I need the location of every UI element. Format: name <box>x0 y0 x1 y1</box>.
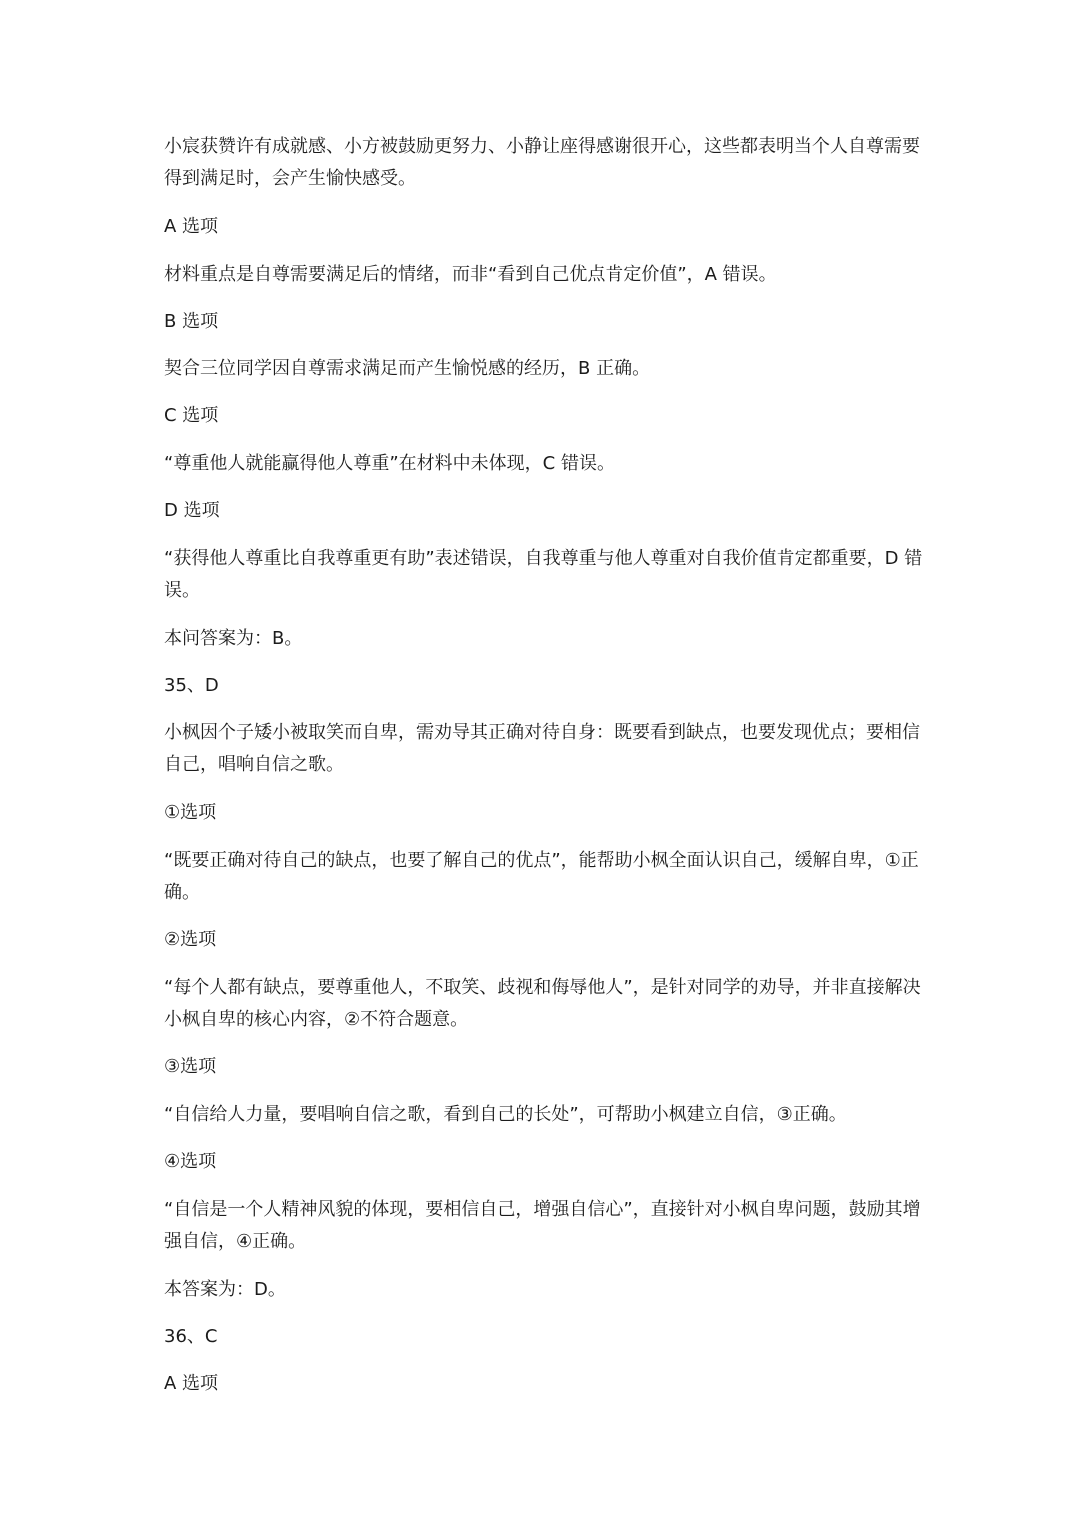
question-number: 35、D <box>164 675 219 696</box>
explanation-paragraph: “既要正确对待自己的缺点，也要了解自己的优点”，能帮助小枫全面认识自己，缓解自卑，①正确。 <box>164 850 919 903</box>
option-heading: A 选项 <box>164 1373 219 1394</box>
option-heading: A 选项 <box>164 216 219 237</box>
explanation-paragraph: “自信给人力量，要唱响自信之歌，看到自己的长处”，可帮助小枫建立自信，③正确。 <box>164 1104 847 1125</box>
explanation-paragraph: “尊重他人就能赢得他人尊重”在材料中未体现，C 错误。 <box>164 453 615 474</box>
option-heading: ①选项 <box>164 802 217 823</box>
answer-line: 本问答案为：B。 <box>164 628 303 649</box>
explanation-paragraph: 小枫因个子矮小被取笑而自卑，需劝导其正确对待自身：既要看到缺点，也要发现优点；要相信自己，唱响自信之歌。 <box>164 722 920 775</box>
option-heading: ②选项 <box>164 929 217 950</box>
option-heading: B 选项 <box>164 311 219 332</box>
answer-line: 本答案为：D。 <box>164 1279 286 1300</box>
explanation-paragraph: “每个人都有缺点，要尊重他人，不取笑、歧视和侮辱他人”，是针对同学的劝导，并非直接解决小枫自卑的核心内容，②不符合题意。 <box>164 977 921 1030</box>
option-heading: C 选项 <box>164 405 219 426</box>
option-heading: D 选项 <box>164 500 220 521</box>
explanation-paragraph: 契合三位同学因自尊需求满足而产生愉悦感的经历，B 正确。 <box>164 358 651 379</box>
question-number: 36、C <box>164 1326 218 1347</box>
explanation-paragraph: “获得他人尊重比自我尊重更有助”表述错误，自我尊重与他人尊重对自我价值肯定都重要，D 错误。 <box>164 548 923 601</box>
option-heading: ④选项 <box>164 1151 217 1172</box>
option-heading: ③选项 <box>164 1056 217 1077</box>
explanation-paragraph: “自信是一个人精神风貌的体现，要相信自己，增强自信心”，直接针对小枫自卑问题，鼓励其增强自信，④正确。 <box>164 1199 921 1252</box>
explanation-paragraph: 材料重点是自尊需要满足后的情绪，而非“看到自己优点肯定价值”，A 错误。 <box>164 264 777 285</box>
explanation-paragraph: 小宸获赞许有成就感、小方被鼓励更努力、小静让座得感谢很开心，这些都表明当个人自尊需要得到满足时，会产生愉快感受。 <box>164 136 920 189</box>
